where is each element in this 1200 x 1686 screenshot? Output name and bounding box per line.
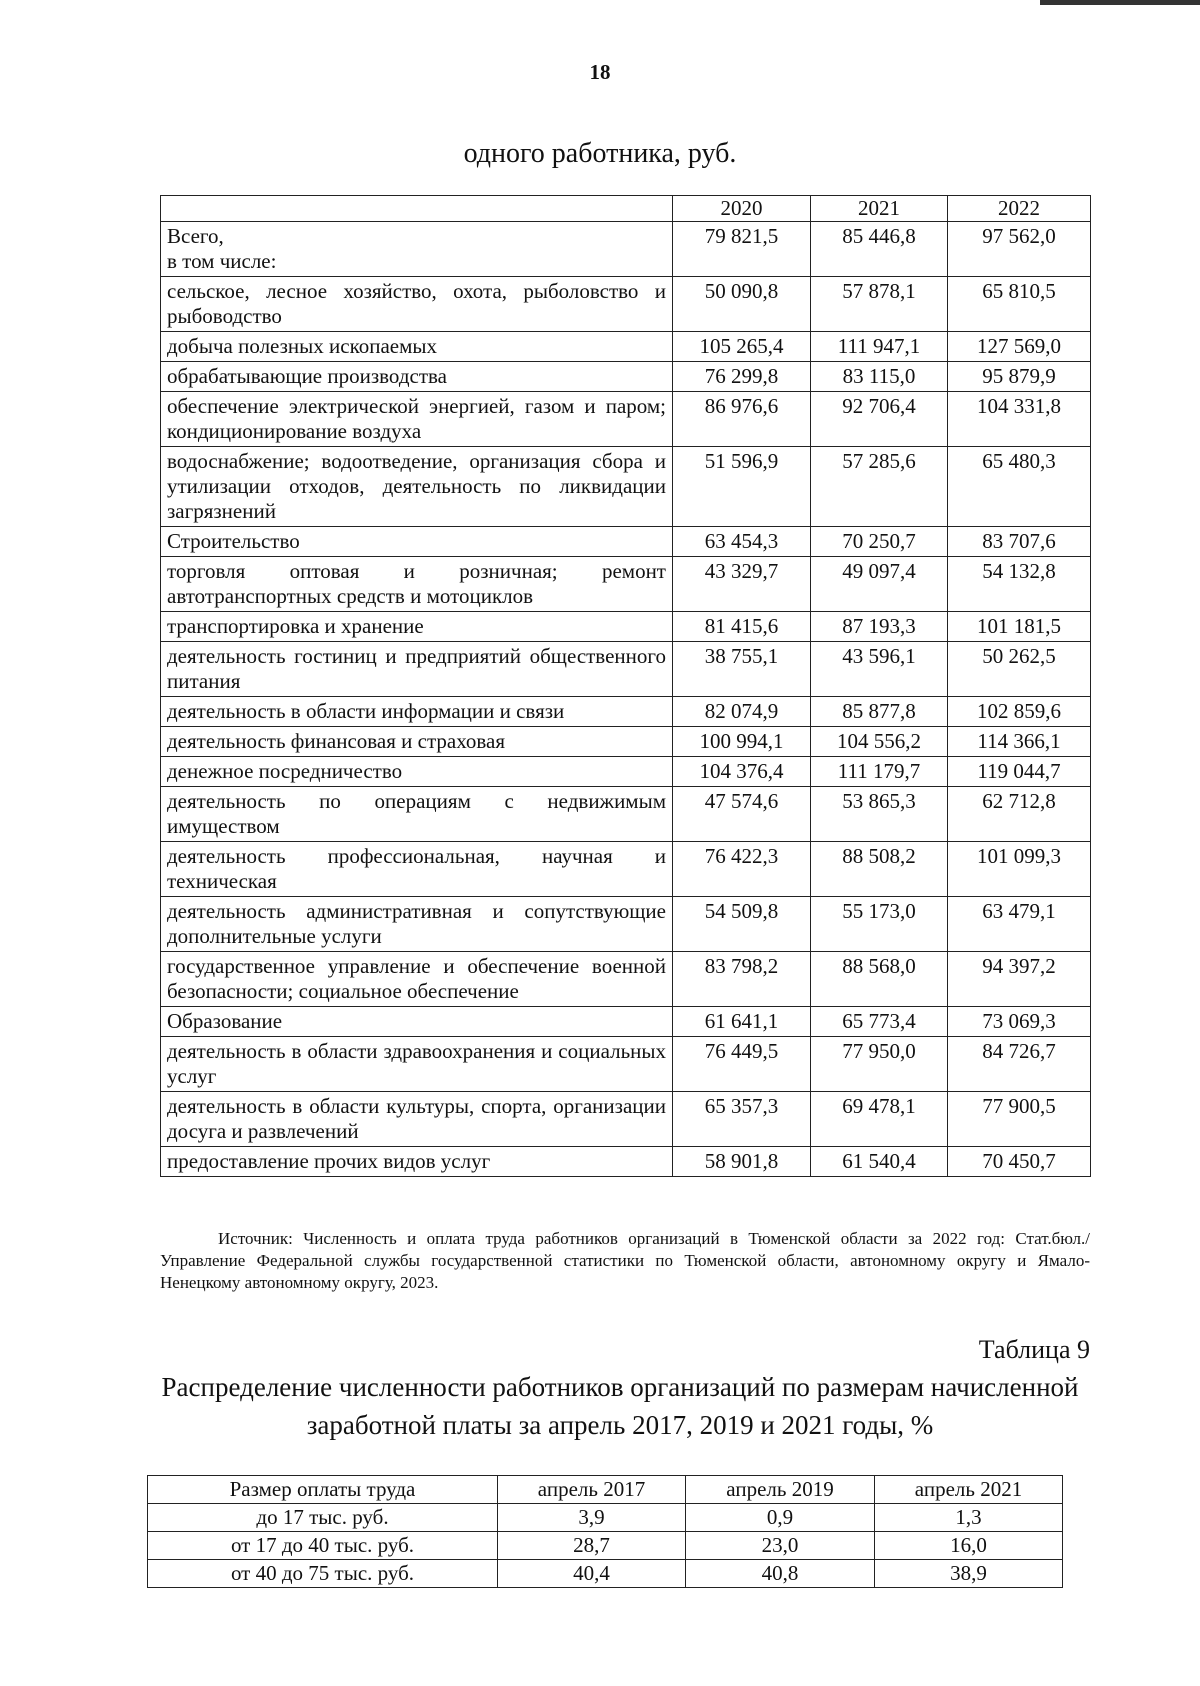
industry-label: государственное управление и обеспечение военной безопасности; социальное обеспечение [161,952,673,1007]
industry-label: предоставление прочих видов услуг [161,1147,673,1177]
wage-value-cell: 83 707,6 [948,527,1091,557]
wage-value-cell: 76 422,3 [673,842,811,897]
share-value-cell: 16,0 [875,1532,1063,1560]
wage-value-cell: 58 901,8 [673,1147,811,1177]
wage-value-cell: 69 478,1 [811,1092,948,1147]
table-row [161,952,1091,1007]
wage-value-cell: 65 810,5 [948,277,1091,332]
table-row [161,757,1091,787]
table-row [161,447,1091,527]
industry-label: добыча полезных ископаемых [161,332,673,362]
header-cell: апрель 2019 [686,1476,875,1504]
wage-value-cell: 92 706,4 [811,392,948,447]
table-row [161,557,1091,612]
wage-value-cell: 86 976,6 [673,392,811,447]
wage-value-cell: 119 044,7 [948,757,1091,787]
wage-value-cell: 65 773,4 [811,1007,948,1037]
wage-value-cell: 55 173,0 [811,897,948,952]
industry-label: деятельность профессиональная, научная и техническая [161,842,673,897]
table-row [148,1504,1063,1532]
wage-value-cell: 50 090,8 [673,277,811,332]
wage-value-cell: 73 069,3 [948,1007,1091,1037]
wage-value-cell: 70 250,7 [811,527,948,557]
industry-label: деятельность в области культуры, спорта, организации досуга и развлечений [161,1092,673,1147]
table-row [161,392,1091,447]
table-row [161,727,1091,757]
table-row [161,787,1091,842]
wage-value-cell: 83 115,0 [811,362,948,392]
wage-value-cell: 53 865,3 [811,787,948,842]
industry-label: обрабатывающие производства [161,362,673,392]
wage-value-cell: 104 331,8 [948,392,1091,447]
table-row [161,277,1091,332]
wage-value-cell: 77 900,5 [948,1092,1091,1147]
share-value-cell: 1,3 [875,1504,1063,1532]
header-cell-year: 2021 [811,196,948,222]
wage-value-cell: 51 596,9 [673,447,811,527]
wage-value-cell: 95 879,9 [948,362,1091,392]
wage-by-industry-table [160,195,1091,1177]
wage-value-cell: 83 798,2 [673,952,811,1007]
table-row [161,332,1091,362]
share-value-cell: 23,0 [686,1532,875,1560]
wage-value-cell: 111 947,1 [811,332,948,362]
wage-value-cell: 81 415,6 [673,612,811,642]
wage-range-label: от 17 до 40 тыс. руб. [148,1532,498,1560]
wage-value-cell: 85 446,8 [811,222,948,277]
wage-value-cell: 111 179,7 [811,757,948,787]
share-value-cell: 3,9 [498,1504,686,1532]
wage-distribution-table [147,1475,1063,1588]
header-cell: Размер оплаты труда [148,1476,498,1504]
wage-value-cell: 43 596,1 [811,642,948,697]
wage-range-label: от 40 до 75 тыс. руб. [148,1560,498,1588]
share-value-cell: 40,4 [498,1560,686,1588]
table-row [161,842,1091,897]
wage-value-cell: 97 562,0 [948,222,1091,277]
industry-label: деятельность административная и сопутствующие дополнительные услуги [161,897,673,952]
industry-label: Всего, в том числе: [161,222,673,277]
wage-value-cell: 70 450,7 [948,1147,1091,1177]
industry-label: деятельность по операциям с недвижимым имуществом [161,787,673,842]
wage-value-cell: 104 376,4 [673,757,811,787]
table-row [161,362,1091,392]
table-row [161,697,1091,727]
table-row [161,222,1091,277]
header-cell-year: 2020 [673,196,811,222]
table-row [161,1092,1091,1147]
header-cell-empty [161,196,673,222]
page-number: 18 [589,60,611,84]
table-header-row [161,196,1091,222]
industry-label: деятельность в области здравоохранения и социальных услуг [161,1037,673,1092]
table-row [161,642,1091,697]
wage-value-cell: 114 366,1 [948,727,1091,757]
wage-value-cell: 65 480,3 [948,447,1091,527]
wage-value-cell: 62 712,8 [948,787,1091,842]
wage-value-cell: 94 397,2 [948,952,1091,1007]
table-row [161,1037,1091,1092]
wage-value-cell: 57 285,6 [811,447,948,527]
header-cell-year: 2022 [948,196,1091,222]
table-row [148,1532,1063,1560]
industry-label: сельское, лесное хозяйство, охота, рыболовство и рыбоводство [161,277,673,332]
share-value-cell: 40,8 [686,1560,875,1588]
wage-value-cell: 102 859,6 [948,697,1091,727]
table-row [148,1560,1063,1588]
header-cell: апрель 2021 [875,1476,1063,1504]
wage-value-cell: 54 509,8 [673,897,811,952]
wage-value-cell: 57 878,1 [811,277,948,332]
wage-value-cell: 100 994,1 [673,727,811,757]
industry-label: торговля оптовая и розничная; ремонт автотранспортных средств и мотоциклов [161,557,673,612]
industry-label: водоснабжение; водоотведение, организация сбора и утилизации отходов, деятельность по ликвидации загрязнений [161,447,673,527]
table-row [161,1147,1091,1177]
header-cell: апрель 2017 [498,1476,686,1504]
wage-value-cell: 85 877,8 [811,697,948,727]
wage-value-cell: 87 193,3 [811,612,948,642]
wage-value-cell: 65 357,3 [673,1092,811,1147]
wage-value-cell: 54 132,8 [948,557,1091,612]
wage-value-cell: 76 299,8 [673,362,811,392]
table-row [161,1007,1091,1037]
wage-range-label: до 17 тыс. руб. [148,1504,498,1532]
wage-value-cell: 63 479,1 [948,897,1091,952]
wage-value-cell: 47 574,6 [673,787,811,842]
wage-value-cell: 88 568,0 [811,952,948,1007]
wage-value-cell: 104 556,2 [811,727,948,757]
wage-value-cell: 38 755,1 [673,642,811,697]
industry-label: денежное посредничество [161,757,673,787]
share-value-cell: 38,9 [875,1560,1063,1588]
wage-value-cell: 101 181,5 [948,612,1091,642]
wage-value-cell: 63 454,3 [673,527,811,557]
industry-label: транспортировка и хранение [161,612,673,642]
wage-value-cell: 43 329,7 [673,557,811,612]
table-row [161,612,1091,642]
industry-label: обеспечение электрической энергией, газом и паром; кондиционирование воздуха [161,392,673,447]
table-number: Таблица 9 [978,1335,1090,1364]
wage-value-cell: 105 265,4 [673,332,811,362]
wage-value-cell: 88 508,2 [811,842,948,897]
table-caption: одного работника, руб. [463,138,737,169]
wage-value-cell: 79 821,5 [673,222,811,277]
wage-value-cell: 127 569,0 [948,332,1091,362]
wage-value-cell: 77 950,0 [811,1037,948,1092]
wage-value-cell: 101 099,3 [948,842,1091,897]
share-value-cell: 0,9 [686,1504,875,1532]
industry-label: Строительство [161,527,673,557]
share-value-cell: 28,7 [498,1532,686,1560]
wage-value-cell: 82 074,9 [673,697,811,727]
source-note: Источник: Численность и оплата труда работников организаций в Тюменской области за 2022 год: Стат.бюл./ Управление Федеральной службы государственной статистики по Тюменской области, автономному округу и Ямало-Ненецкому автономному округу, 2023. [160,1229,1090,1292]
wage-value-cell: 61 641,1 [673,1007,811,1037]
wage-value-cell: 61 540,4 [811,1147,948,1177]
industry-label: деятельность финансовая и страховая [161,727,673,757]
wage-value-cell: 49 097,4 [811,557,948,612]
table-title: Распределение численности работников организаций по размерам начисленной заработной платы за апрель 2017, 2019 и 2021 годы, % [161,1372,1079,1440]
industry-label: Образование [161,1007,673,1037]
wage-value-cell: 84 726,7 [948,1037,1091,1092]
wage-value-cell: 76 449,5 [673,1037,811,1092]
scan-edge-mark [1040,0,1200,5]
table-row [161,897,1091,952]
wage-value-cell: 50 262,5 [948,642,1091,697]
table-header-row [148,1476,1063,1504]
table-row [161,527,1091,557]
industry-label: деятельность в области информации и связи [161,697,673,727]
industry-label: деятельность гостиниц и предприятий общественного питания [161,642,673,697]
